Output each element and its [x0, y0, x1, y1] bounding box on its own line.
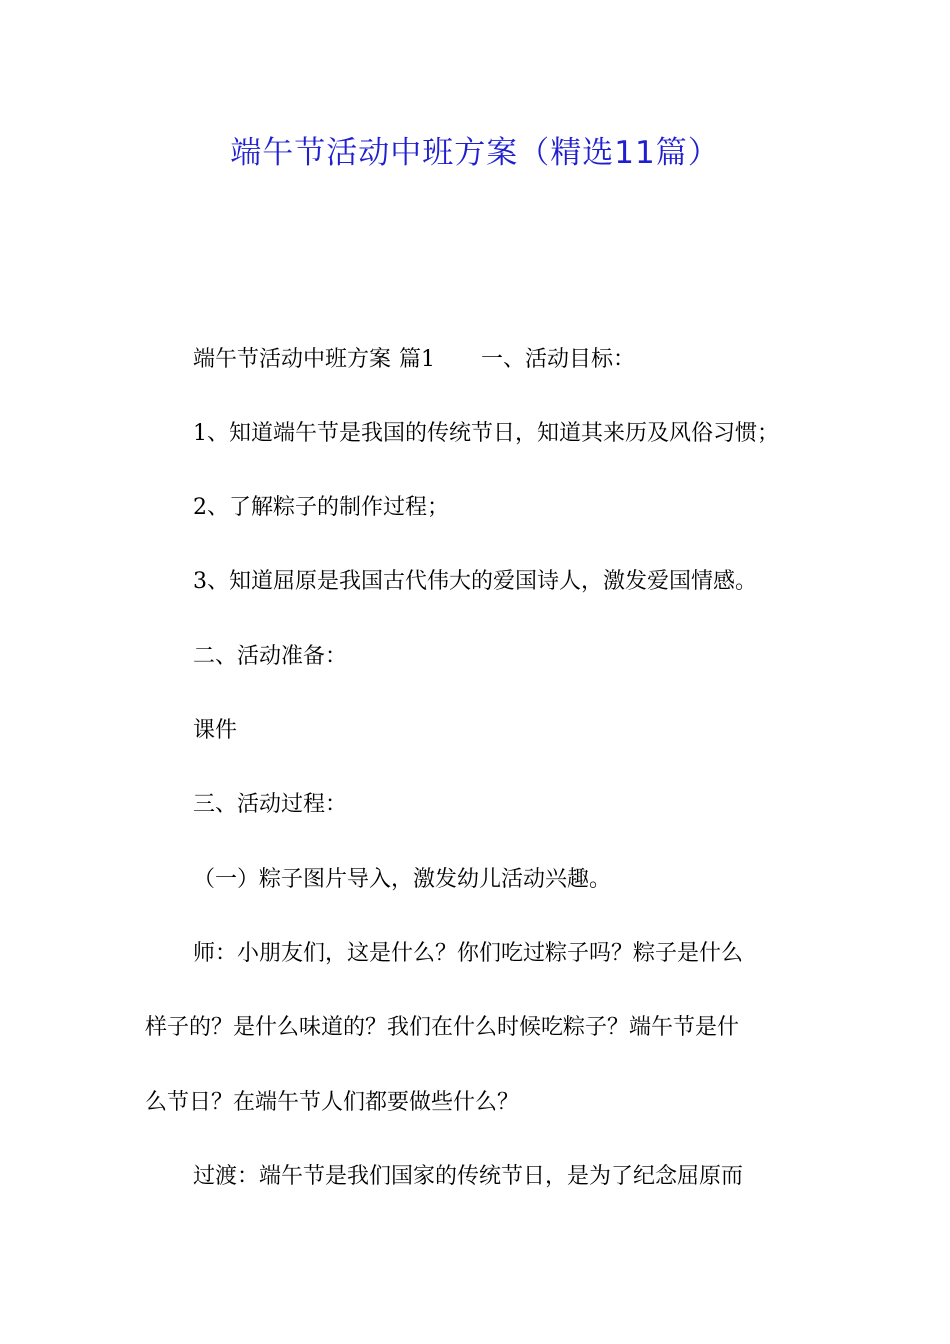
paragraph-line: 过渡：端午节是我们国家的传统节日，是为了纪念屈原而	[193, 1164, 744, 1189]
paragraph-line: 师：小朋友们，这是什么？你们吃过粽子吗？粽子是什么	[193, 941, 744, 966]
goal-heading: 一、活动目标：	[481, 347, 636, 372]
section-heading-line	[193, 342, 635, 378]
paragraph-line: 课件	[193, 718, 238, 743]
plan-number: 篇1	[399, 347, 436, 372]
section-heading: 三、活动过程：	[193, 792, 348, 817]
paragraph-line: 样子的？是什么味道的？我们在什么时候吃粽子？端午节是什	[145, 1015, 740, 1040]
paragraph-line: （一）粽子图片导入，激发幼儿活动兴趣。	[193, 867, 612, 892]
paragraph-line: 3、知道屈原是我国古代伟大的爱国诗人，激发爱国情感。	[193, 569, 757, 594]
paragraph-line: 1、知道端午节是我国的传统节日，知道其来历及风俗习惯；	[193, 421, 779, 446]
paragraph-line: 2、了解粽子的制作过程；	[193, 495, 449, 520]
paragraph-line: 么节日？在端午节人们都要做些什么？	[145, 1090, 520, 1115]
document-title: 端午节活动中班方案（精选11篇）	[230, 135, 720, 171]
plan-label: 端午节活动中班方案	[193, 347, 392, 372]
section-heading: 二、活动准备：	[193, 644, 348, 669]
